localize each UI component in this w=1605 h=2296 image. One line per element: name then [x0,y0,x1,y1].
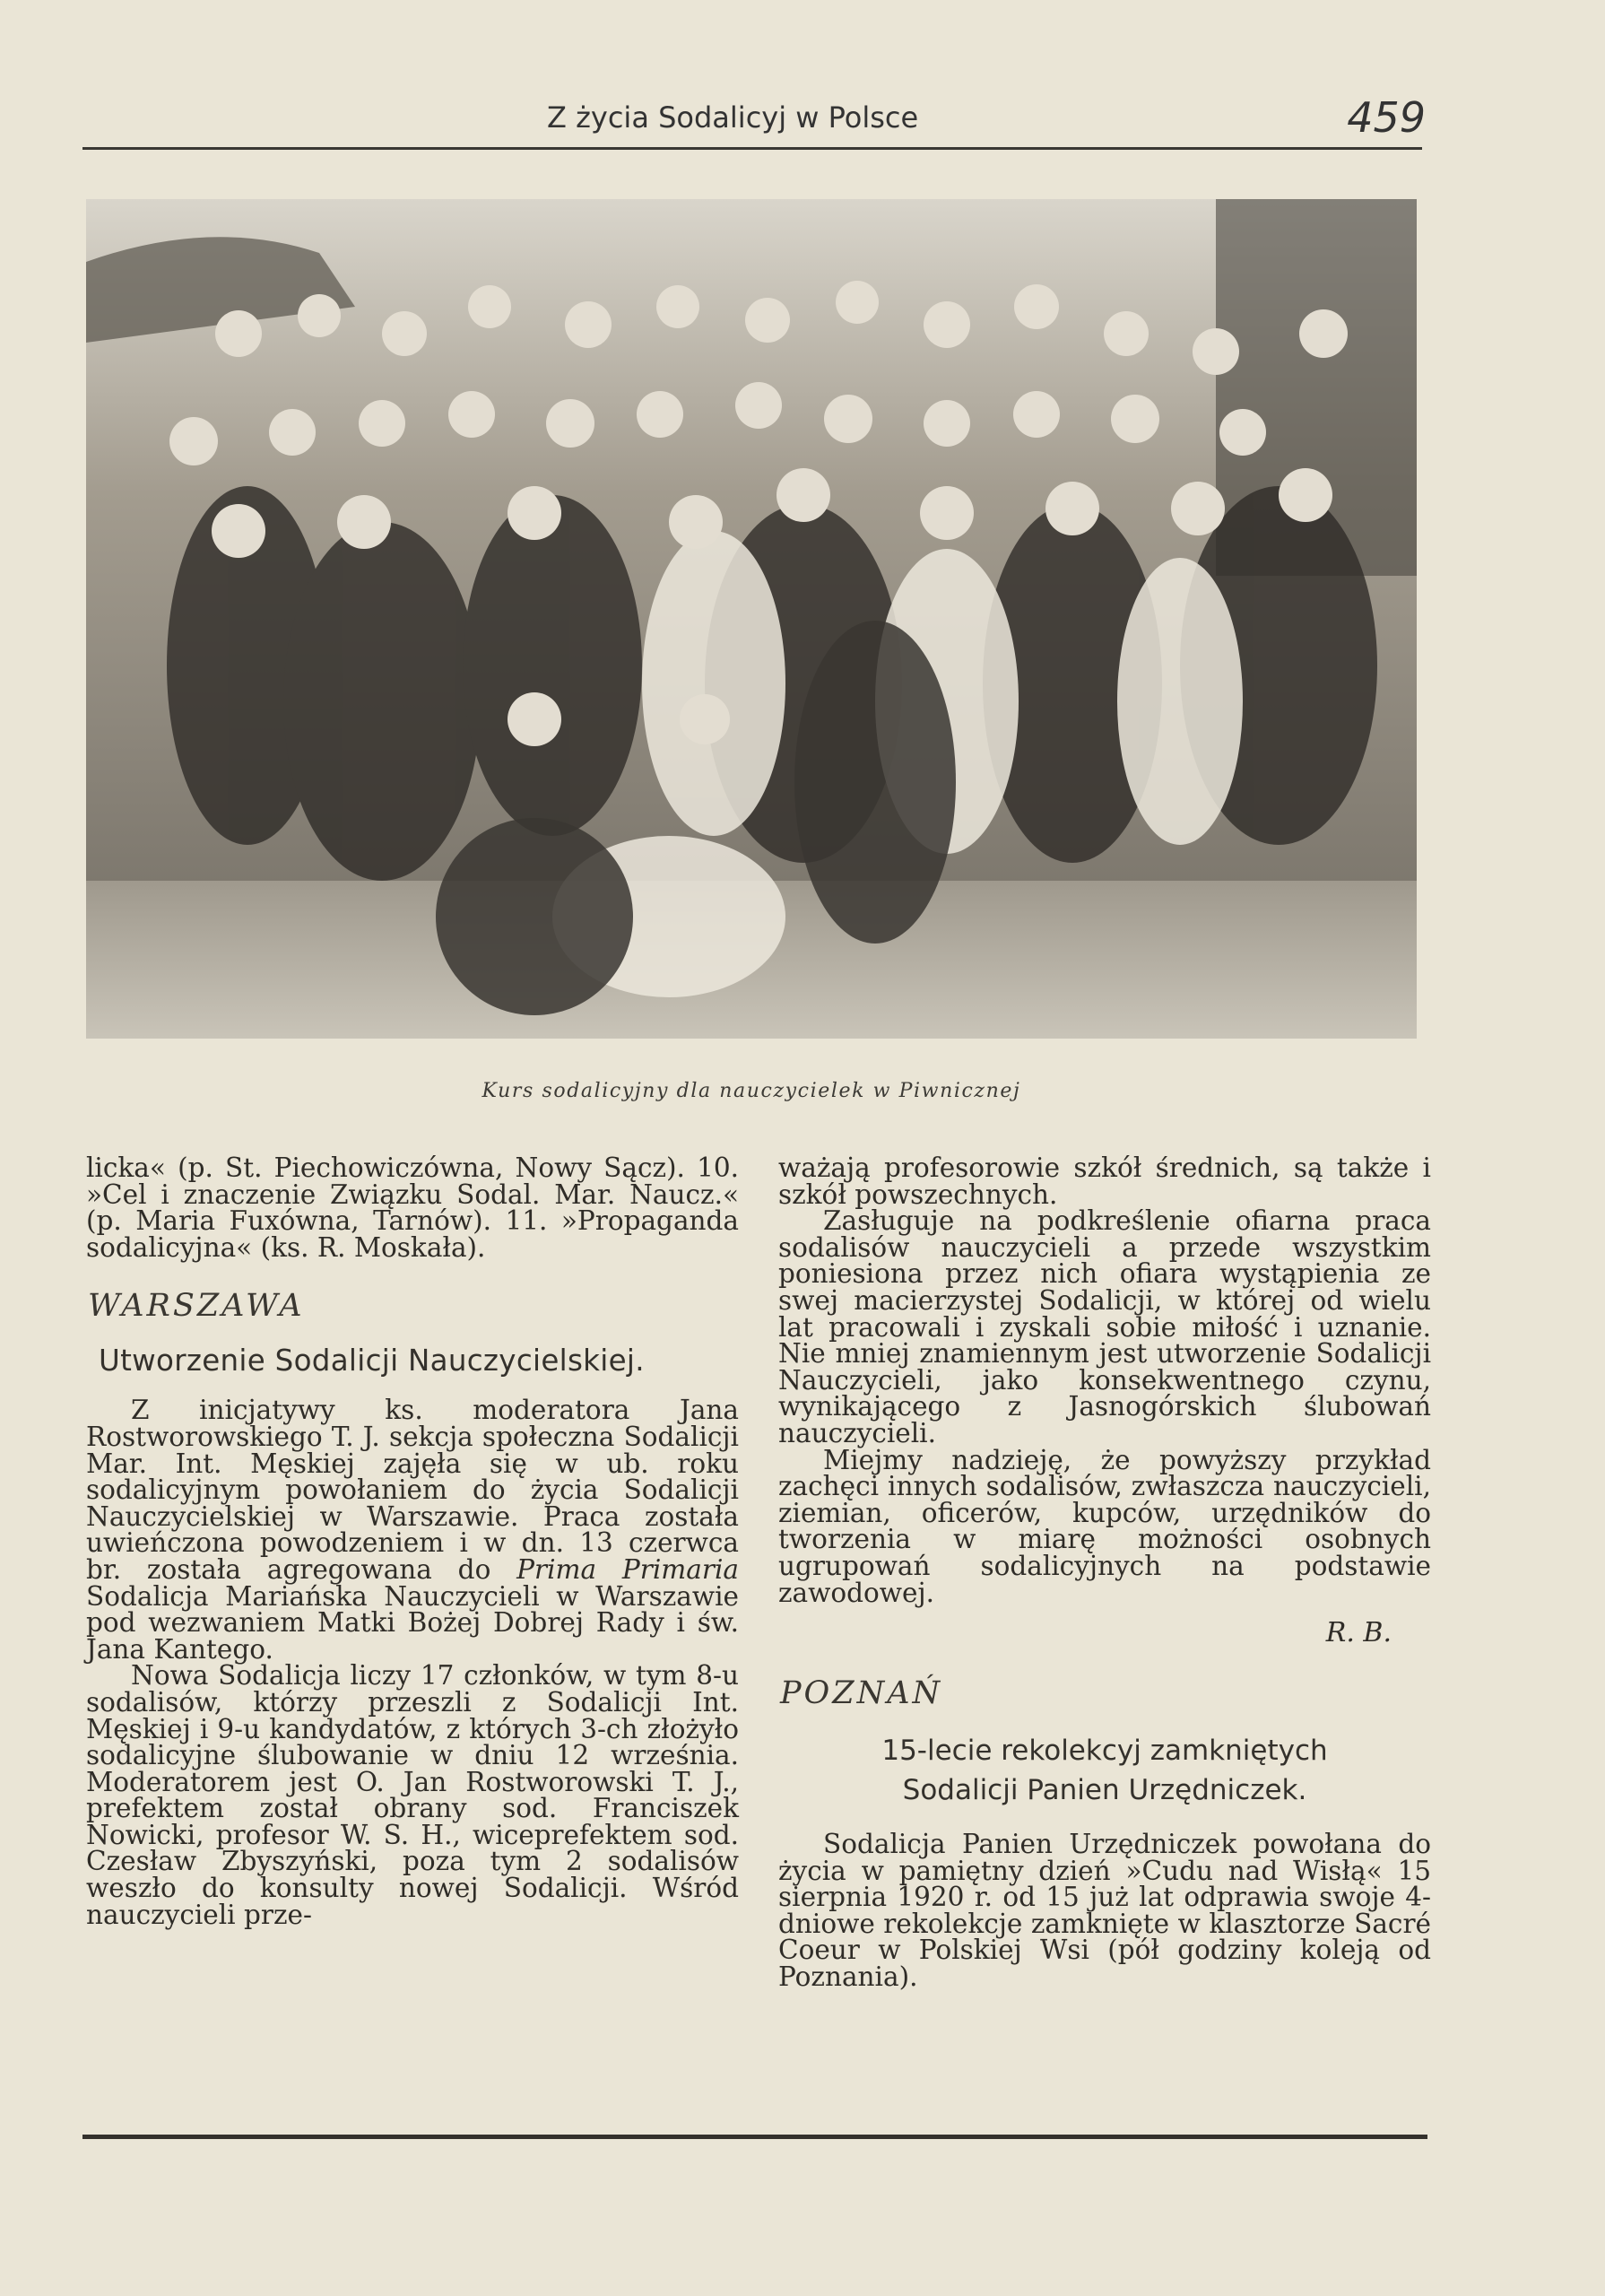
paragraph: Zasługuje na podkreślenie ofiarna praca sodalisów nauczycieli a przede wszystkim poniesiona przez nich ofiara wystąpienia ze swej macierzystej Sodalicji, w której od wielu lat pracowali i zyskali sobie miłość i uznanie. Nie mniej znamiennym jest utworzenie Sodalicji Nauczycieli, jako konsekwentnego czynu, wynikającego z Jasnogórskich ślubowań nauczycieli. [778,1205,1431,1448]
paragraph: Sodalicja Panien Urzędniczek powołana do życia w pamiętny dzień »Cudu nad Wisłą« 15 sierpnia 1920 r. od 15 już lat odprawia swoje 4-dniowe rekolekcje zamknięte w klasztorze Sacré Coeur w Polskiej Wsi (pół godziny koleją od Poznania). [778,1829,1431,1993]
article-title-line: Sodalicji Panien Urzędniczek. [902,1774,1307,1807]
paragraph [86,1397,739,1663]
paragraph-text: Z inicjatywy ks. moderatora Jana Rostworowskiego T. J. sekcja społeczna Sodalicji Mar. Int. Męskiej zajęła się w ub. roku sodalicyjnym powołaniem do życia Sodalicji Nauczycielskiej w Warszawie. Praca została uwieńczona powodzeniem i w dn. 13 czerwca br. została agregowana do [86,1395,739,1585]
article-title [778,1731,1431,1810]
paragraph-text: Sodalicja Mariańska Nauczycieli w Warszawie pod wezwaniem Matki Bożej Dobrej Rady i św. Jana Kantego. [86,1580,739,1665]
left-column [86,1152,739,1930]
paragraph: Nowa Sodalicja liczy 17 członków, w tym 8-u sodalisów, którzy przeszli z Sodalicji Int. Męskiej i 9-u kandydatów, z których 3-ch złożyło sodalicyjne ślubowanie w dniu 12 września. Moderatorem jest O. Jan Rostworowski T. J., prefektem został obrany sod. Franciszek Nowicki, profesor W. S. H., wiceprefektem sod. Czesław Zbyszyński, poza tym 2 sodalisów weszło do konsulty nowej Sodalicji. Wśród nauczycieli prze- [86,1660,739,1930]
running-title: Z życia Sodalicyj w Polsce [547,100,919,135]
footer-rule [82,2135,1427,2139]
photo-caption: Kurs sodalicyjny dla nauczycielek w Piwnicznej [482,1080,1021,1102]
paragraph: Miejmy nadzieję, że powyższy przykład zachęci innych sodalisów, zwłaszcza nauczycieli, ziemian, oficerów, kupców, urzędników do tworzenia w miarę możności osobnych ugrupowań sodalicyjnych na podstawie zawodowej. [778,1444,1431,1608]
section-heading-poznan: POZNAŃ [780,1675,943,1712]
section-heading-warszawa: WARSZAWA [88,1288,305,1325]
author-signature: R. B. [1325,1617,1392,1649]
continuation-paragraph: ważają profesorowie szkół średnich, są także i szkół powszechnych. [778,1152,1431,1210]
article-title-line: 15-lecie rekolekcyj zamkniętych [881,1735,1328,1768]
header-rule [82,147,1422,150]
italic-text: Prima Primaria [516,1553,739,1585]
continuation-paragraph: licka« (p. St. Piechowiczówna, Nowy Sącz). 10. »Cel i znaczenie Związku Sodal. Mar. Naucz.« (p. Maria Fuxówna, Tarnów). 11. »Propaganda sodalicyjna« (ks. R. Moskała). [86,1152,739,1263]
page-number: 459 [1347,93,1426,142]
group-photograph [86,199,1417,1039]
right-column [778,1152,1431,1993]
article-title: Utworzenie Sodalicji Nauczycielskiej. [99,1344,645,1378]
